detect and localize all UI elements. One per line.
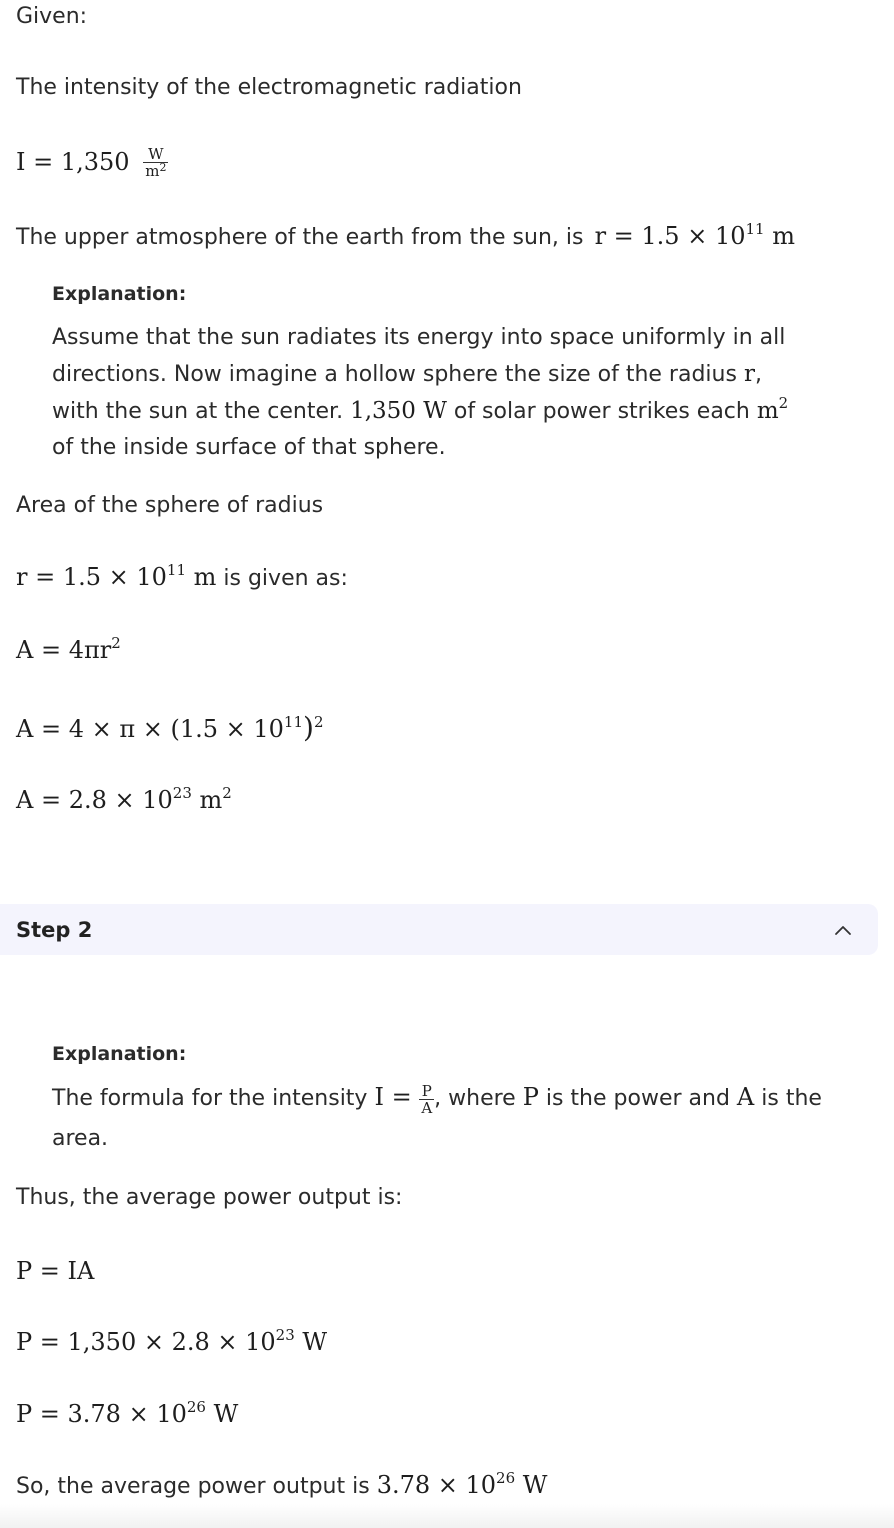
- explanation-2-label: Explanation:: [52, 1043, 187, 1065]
- power-equation-1: P = IA: [16, 1257, 95, 1285]
- explanation-2-line-2: area.: [52, 1126, 109, 1151]
- explanation-label: Explanation:: [52, 283, 187, 305]
- step-2-header[interactable]: [0, 904, 878, 955]
- area-equation-3: $A = 2.8 \times 10^{23}$ $m^2$: [16, 784, 232, 814]
- distance-equation: $r = 1.5 \times 10^{11}$ m: [594, 220, 795, 250]
- conclusion-line: So, the average power output is $3.78 \times 10^{26}$ W: [16, 1469, 548, 1499]
- explanation-2-line-1: The formula for the intensity I = $\frac{P}{A}$ , where P is the power and A is the: [52, 1082, 822, 1117]
- intensity-fraction: $\frac{P}{A}$: [421, 1082, 433, 1117]
- distance-line: The upper atmosphere of the earth from the sun, is $r = 1.5 \times 10^{11}$ m: [16, 220, 795, 250]
- bottom-fade: [0, 1504, 894, 1528]
- power-equation-2: $P = 1,350 \times 2.8 \times 10^{23}$ W: [16, 1326, 328, 1356]
- chevron-up-icon[interactable]: [834, 921, 852, 939]
- given-label: Given:: [16, 4, 88, 29]
- intensity-intro: The intensity of the electromagnetic radiation: [16, 75, 522, 100]
- area-intro: Area of the sphere of radius: [16, 493, 324, 518]
- intensity-equation: I = 1,350 $\frac{W}{m^2}$: [16, 145, 167, 180]
- step-2-label: Step 2: [16, 918, 93, 942]
- explanation-paragraph: Assume that the sun radiates its energy into space uniformly in all directions. Now imagine a hollow sphere the size of the radius r, with the sun at the center. 1,350 W of solar power strikes each $m^2$ of the inside surface of that sphere.: [52, 325, 789, 460]
- intensity-unit-fraction: $\frac{W}{m^2}$: [145, 145, 167, 180]
- area-equation-1: $A = 4\pi r^2$: [16, 634, 121, 664]
- power-equation-3: $P = 3.78 \times 10^{26}$ W: [16, 1398, 239, 1428]
- radius-line: $r = 1.5 \times 10^{11}$ m is given as:: [16, 561, 348, 591]
- area-equation-2: $A = 4 \times \pi \times (1.5 \times 10^{11})^2$: [16, 711, 324, 744]
- power-intro: Thus, the average power output is:: [16, 1185, 403, 1210]
